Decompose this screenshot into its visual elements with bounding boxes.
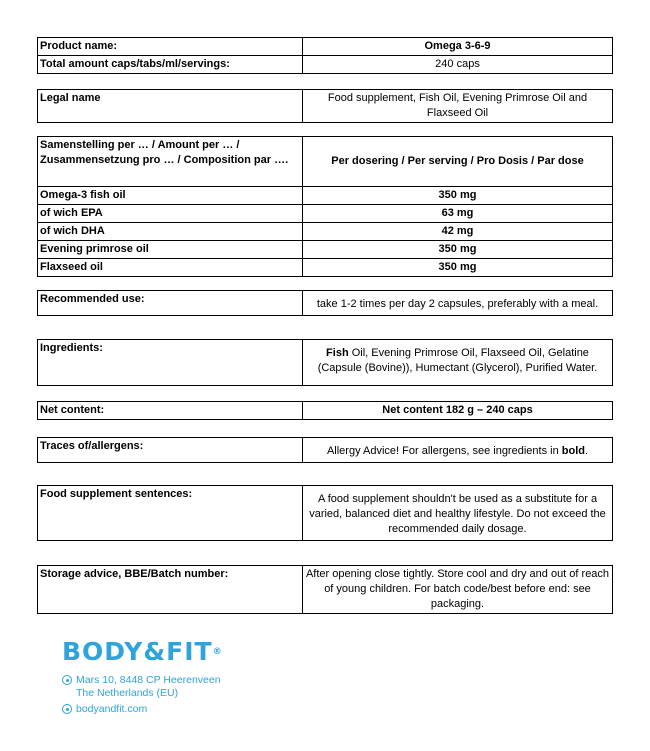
logo-text: BODY&FIT	[62, 637, 213, 666]
legal-name-table	[37, 89, 613, 123]
sentences-value: A food supplement shouldn't be used as a substitute for a varied, balanced diet and healthy lifestyle. Do not exceed the recommended daily dosage.	[303, 486, 613, 541]
traces-value	[303, 438, 613, 463]
legal-name-value: Food supplement, Fish Oil, Evening Primrose Oil and Flaxseed Oil	[303, 90, 613, 123]
composition-row-value: 350 mg	[303, 259, 613, 277]
traces-end: .	[584, 445, 589, 457]
ingredients-table	[37, 339, 613, 386]
ingredients-bold: Fish	[326, 347, 349, 359]
ingredients-value	[303, 340, 613, 386]
legal-name-label: Legal name	[38, 90, 303, 123]
composition-table	[37, 136, 613, 277]
storage-label: Storage advice, BBE/Batch number:	[38, 566, 303, 614]
recommended-use-label: Recommended use:	[38, 291, 303, 316]
sentences-label: Food supplement sentences:	[38, 486, 303, 541]
net-content-table	[37, 401, 613, 420]
composition-row-name: of wich DHA	[38, 223, 303, 241]
product-name-label: Product name:	[38, 38, 303, 56]
sentences-table	[37, 485, 613, 541]
composition-row-value: 42 mg	[303, 223, 613, 241]
logo-registered-mark: ®	[212, 647, 223, 657]
composition-row-value: 63 mg	[303, 205, 613, 223]
composition-row-name: Omega-3 fish oil	[38, 187, 303, 205]
ingredients-label: Ingredients:	[38, 340, 303, 386]
location-pin-icon	[62, 675, 72, 685]
net-content-label: Net content:	[38, 402, 303, 420]
traces-label: Traces of/allergens:	[38, 438, 303, 463]
product-name-value: Omega 3-6-9	[303, 38, 613, 56]
company-address	[62, 674, 221, 716]
address-line-2: The Netherlands (EU)	[76, 687, 179, 699]
storage-value: After opening close tightly. Store cool and dry and out of reach of young children. For batch code/best before end: see packaging.	[303, 566, 613, 614]
net-content-value: Net content 182 g – 240 caps	[303, 402, 613, 420]
composition-row-value: 350 mg	[303, 187, 613, 205]
composition-row-name: Evening primrose oil	[38, 241, 303, 259]
composition-header-value: Per dosering / Per serving / Pro Dosis / Par dose	[303, 137, 613, 187]
product-table	[37, 37, 613, 74]
composition-row-value: 350 mg	[303, 241, 613, 259]
traces-text: Allergy Advice! For allergens, see ingredients in	[326, 445, 562, 457]
ingredients-rest: Oil, Evening Primrose Oil, Flaxseed Oil, Gelatine (Capsule (Bovine)), Humectant (Glycerol), Purified Water.	[317, 347, 598, 374]
storage-table	[37, 565, 613, 614]
composition-row-name: of wich EPA	[38, 205, 303, 223]
traces-bold: bold	[561, 445, 585, 457]
brand-logo	[62, 638, 223, 666]
website-link[interactable]: bodyandfit.com	[76, 703, 148, 715]
address-line-1: Mars 10, 8448 CP Heerenveen	[76, 674, 221, 686]
total-amount-label: Total amount caps/tabs/ml/servings:	[38, 56, 303, 74]
composition-header-label: Samenstelling per … / Amount per … / Zusammensetzung pro … / Composition par ….	[38, 137, 303, 187]
composition-row-name: Flaxseed oil	[38, 259, 303, 277]
traces-table	[37, 437, 613, 463]
globe-icon	[62, 704, 72, 714]
recommended-use-value: take 1-2 times per day 2 capsules, preferably with a meal.	[303, 291, 613, 316]
recommended-use-table	[37, 290, 613, 316]
total-amount-value: 240 caps	[303, 56, 613, 74]
